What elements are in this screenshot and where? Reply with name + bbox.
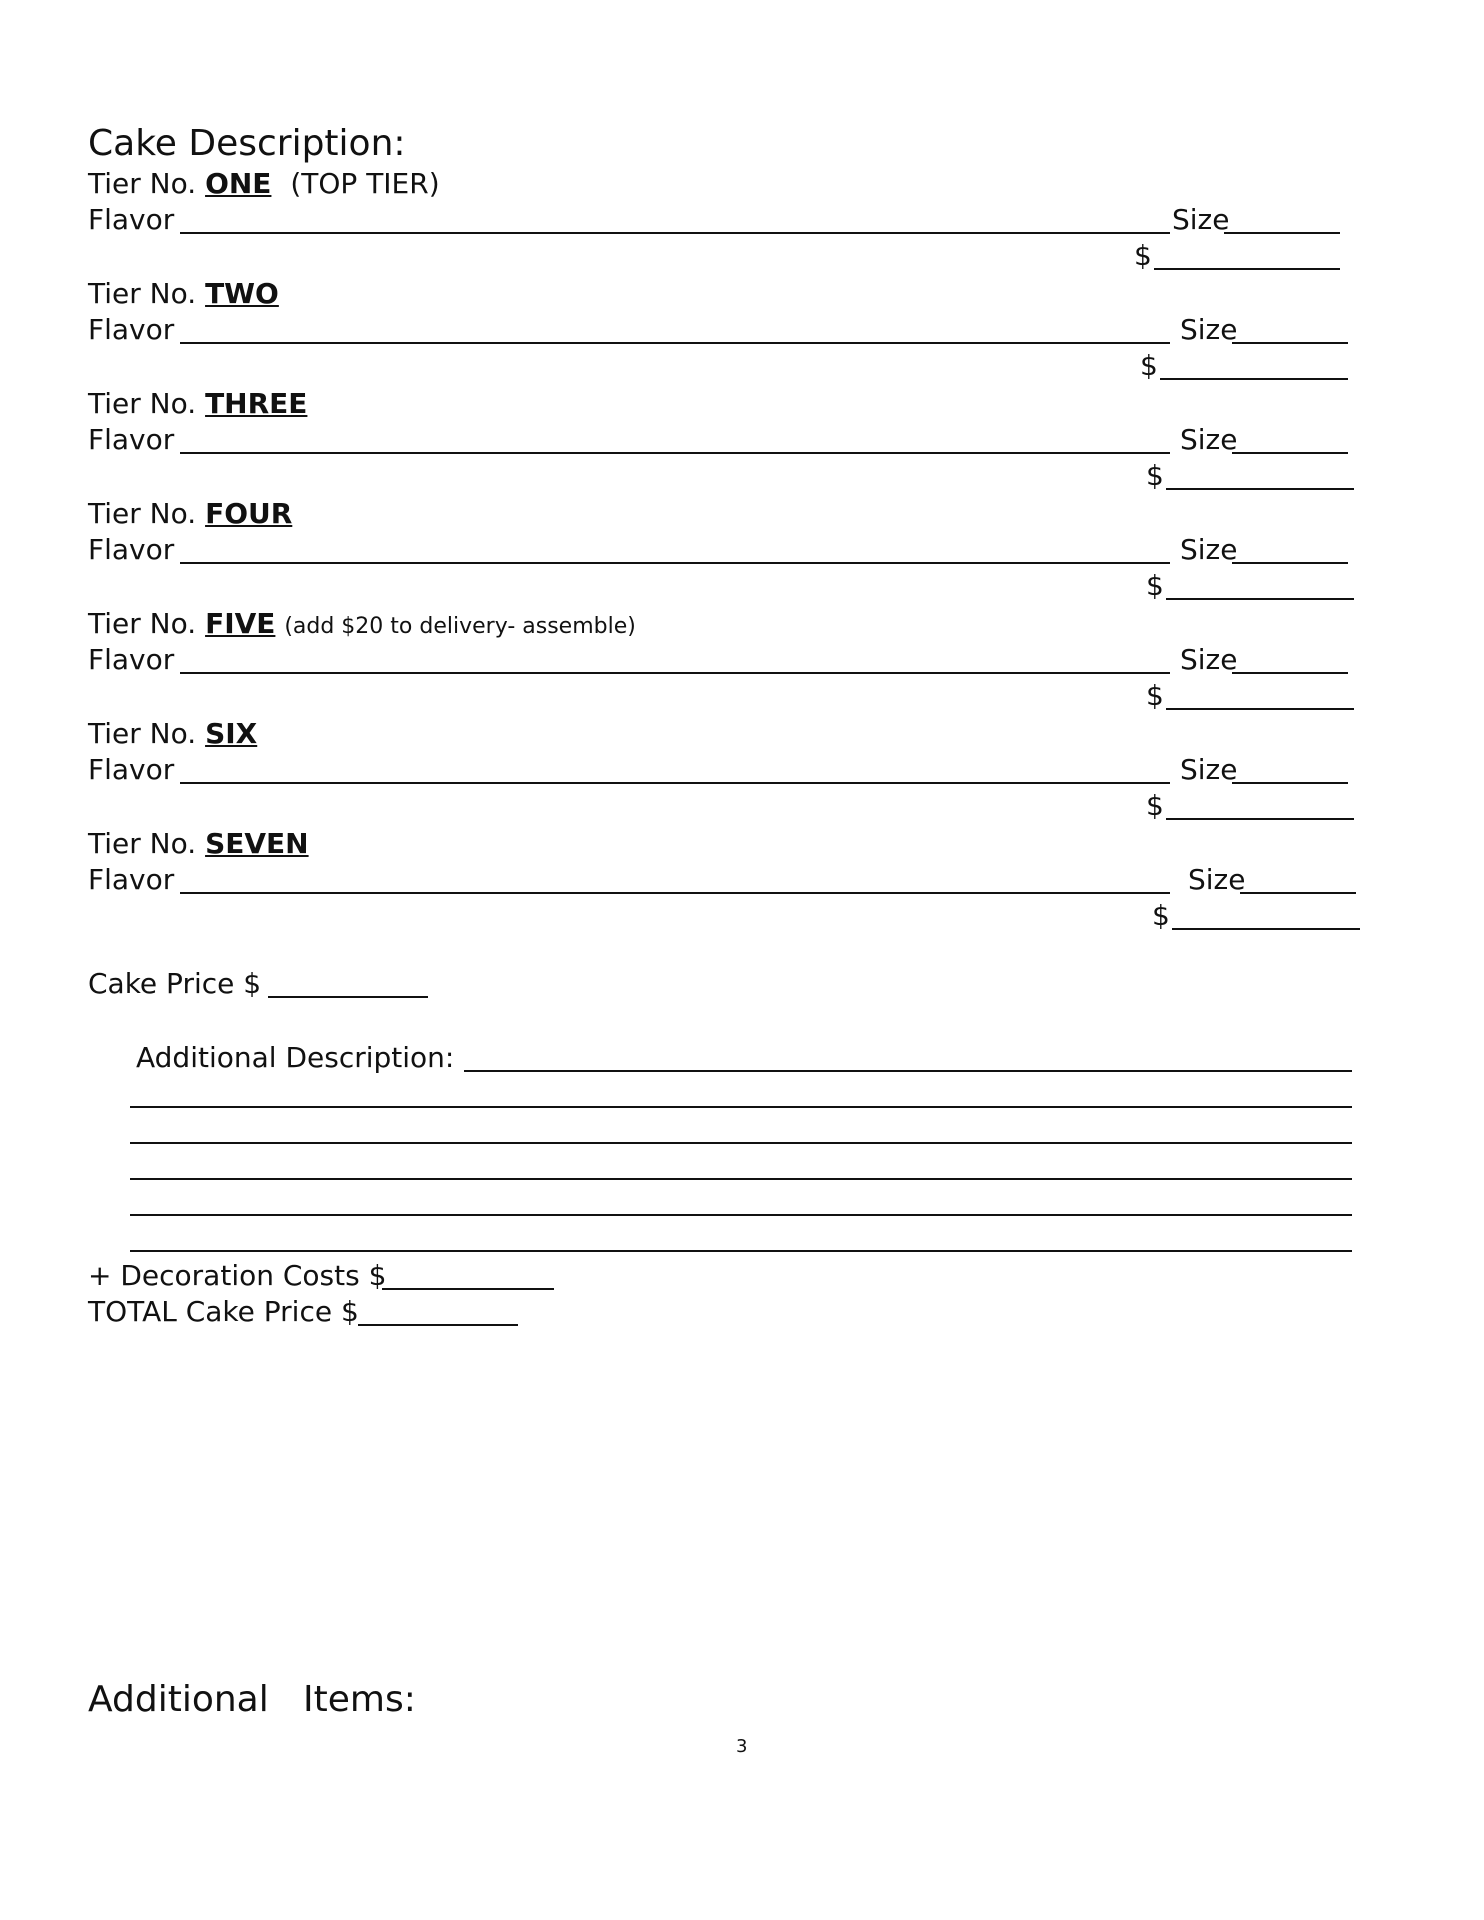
page-number: 3 [736,1736,748,1757]
tier-four-size-field[interactable] [1232,562,1348,564]
tier-seven-heading [88,826,309,862]
tier-seven-price-field[interactable] [1172,928,1360,930]
decoration-costs-label: + Decoration Costs $ [88,1259,387,1292]
tier-three-flavor-field[interactable] [180,452,1170,454]
tier-number: THREE [205,387,308,420]
tier-prefix: Tier No. [88,167,197,200]
tier-two-size-label: Size [1180,313,1238,346]
tier-seven-price-label: $ [1152,899,1170,932]
tier-one-size-label: Size [1172,203,1230,236]
cake-price-label: Cake Price $ [88,967,262,1000]
tier-one-heading [88,166,440,202]
tier-number: FOUR [205,497,293,530]
additional-description-label: Additional Description: [136,1041,455,1074]
tier-number: ONE [205,167,272,200]
tier-four-heading [88,496,292,532]
cake-description-heading: Cake Description: [88,123,406,164]
additional-description-field-5[interactable] [130,1214,1352,1216]
tier-five-flavor-label: Flavor [88,643,175,676]
tier-five-size-label: Size [1180,643,1238,676]
tier-four-price-label: $ [1146,569,1164,602]
tier-six-price-label: $ [1146,789,1164,822]
additional-description-field-3[interactable] [130,1142,1352,1144]
tier-three-price-field[interactable] [1166,488,1354,490]
tier-five-flavor-field[interactable] [180,672,1170,674]
tier-three-size-label: Size [1180,423,1238,456]
tier-number: TWO [205,277,279,310]
additional-description-field-2[interactable] [130,1106,1352,1108]
tier-five-size-field[interactable] [1232,672,1348,674]
tier-one-flavor-label: Flavor [88,203,175,236]
tier-number: SEVEN [205,827,309,860]
tier-six-flavor-label: Flavor [88,753,175,786]
tier-prefix: Tier No. [88,387,197,420]
tier-six-size-label: Size [1180,753,1238,786]
tier-five-price-label: $ [1146,679,1164,712]
additional-description-field-1[interactable] [464,1070,1352,1072]
tier-note: (TOP TIER) [290,167,440,200]
tier-five-heading [88,606,636,645]
tier-seven-size-label: Size [1188,863,1246,896]
tier-five-price-field[interactable] [1166,708,1354,710]
tier-four-size-label: Size [1180,533,1238,566]
tier-prefix: Tier No. [88,827,197,860]
additional-description-field-4[interactable] [130,1178,1352,1180]
tier-three-price-label: $ [1146,459,1164,492]
tier-two-flavor-label: Flavor [88,313,175,346]
tier-four-flavor-label: Flavor [88,533,175,566]
total-price-field[interactable] [358,1324,518,1326]
tier-number: SIX [205,717,258,750]
tier-three-flavor-label: Flavor [88,423,175,456]
tier-two-heading [88,276,279,312]
tier-four-price-field[interactable] [1166,598,1354,600]
decoration-costs-field[interactable] [382,1288,554,1290]
tier-four-flavor-field[interactable] [180,562,1170,564]
tier-note: (add $20 to delivery- assemble) [284,614,636,639]
additional-items-heading: Additional Items: [88,1679,416,1720]
tier-number: FIVE [205,607,276,640]
tier-seven-flavor-label: Flavor [88,863,175,896]
tier-six-size-field[interactable] [1232,782,1348,784]
tier-prefix: Tier No. [88,277,197,310]
tier-two-price-field[interactable] [1160,378,1348,380]
tier-three-size-field[interactable] [1232,452,1348,454]
tier-six-heading [88,716,257,752]
total-price-label: TOTAL Cake Price $ [88,1295,359,1328]
tier-prefix: Tier No. [88,717,197,750]
tier-seven-size-field[interactable] [1240,892,1356,894]
tier-one-price-field[interactable] [1154,268,1340,270]
tier-one-flavor-field[interactable] [180,232,1170,234]
tier-one-size-field[interactable] [1224,232,1340,234]
tier-prefix: Tier No. [88,497,197,530]
tier-seven-flavor-field[interactable] [180,892,1170,894]
tier-six-flavor-field[interactable] [180,782,1170,784]
additional-description-field-6[interactable] [130,1250,1352,1252]
tier-two-size-field[interactable] [1232,342,1348,344]
tier-prefix: Tier No. [88,607,197,640]
tier-six-price-field[interactable] [1166,818,1354,820]
tier-two-price-label: $ [1140,349,1158,382]
tier-two-flavor-field[interactable] [180,342,1170,344]
tier-one-price-label: $ [1134,239,1152,272]
cake-price-field[interactable] [268,996,428,998]
tier-three-heading [88,386,307,422]
